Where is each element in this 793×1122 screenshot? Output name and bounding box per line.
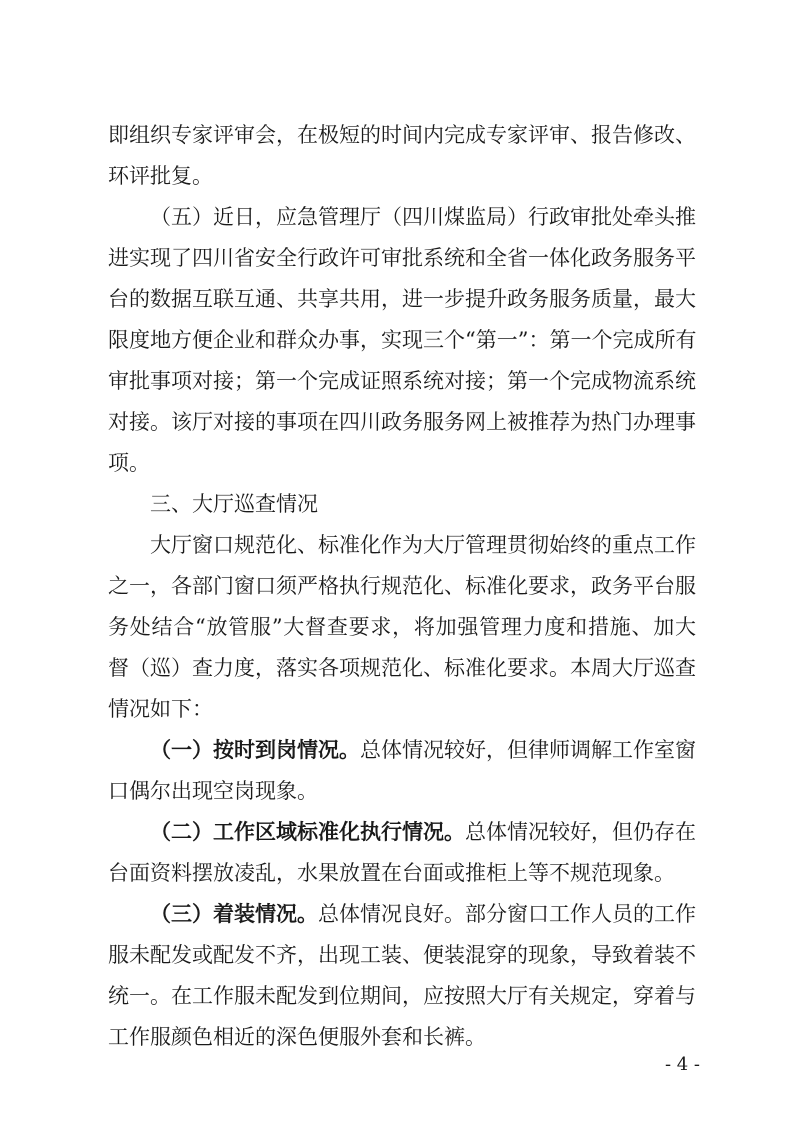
- item-text: 总体情况较好，但仍存在: [465, 820, 696, 844]
- paragraph-line: 对接。该厅对接的事项在四川政务服务网上被推荐为热门办理事: [108, 410, 696, 434]
- item-text: 总体情况良好。部分窗口工作人员的工作: [318, 902, 696, 926]
- paragraph-line: 务处结合“放管服”大督查要求，将加强管理力度和措施、加大: [108, 615, 696, 639]
- item-line: [150, 901, 696, 927]
- paragraph-line: 项。: [108, 451, 150, 475]
- paragraph-line: 审批事项对接；第一个完成证照系统对接；第一个完成物流系统: [108, 369, 696, 393]
- item-title: （三）着装情况。: [150, 901, 318, 926]
- item-title: （二）工作区域标准化执行情况。: [150, 819, 465, 844]
- paragraph-line: 督（巡）查力度，落实各项规范化、标准化要求。本周大厅巡查: [108, 656, 696, 680]
- paragraph-line: 口偶尔出现空岗现象。: [108, 779, 318, 803]
- paragraph-line: 服未配发或配发不齐，出现工装、便装混穿的现象，导致着装不: [108, 943, 696, 967]
- paragraph-line: 限度地方便企业和群众办事，实现三个“第一”：第一个完成所有: [108, 328, 696, 352]
- paragraph-line: 统一。在工作服未配发到位期间，应按照大厅有关规定，穿着与: [108, 984, 696, 1008]
- paragraph-line: 台的数据互联互通、共享共用，进一步提升政务服务质量，最大: [108, 287, 696, 311]
- page-number: - 4 -: [664, 1054, 700, 1075]
- paragraph-line: 之一，各部门窗口须严格执行规范化、标准化要求，政务平台服: [108, 574, 696, 598]
- item-line: [150, 737, 696, 763]
- item-text: 总体情况较好，但律师调解工作室窗: [360, 738, 696, 762]
- item-line: [150, 819, 696, 845]
- paragraph-line: 台面资料摆放凌乱，水果放置在台面或推柜上等不规范现象。: [108, 861, 675, 885]
- paragraph-line: 进实现了四川省安全行政许可审批系统和全省一体化政务服务平: [108, 246, 696, 270]
- paragraph-line: 环评批复。: [108, 164, 213, 188]
- section-heading: 三、大厅巡查情况: [150, 492, 318, 516]
- paragraph-line: 即组织专家评审会，在极短的时间内完成专家评审、报告修改、: [108, 123, 696, 147]
- paragraph-line: 工作服颜色相近的深色便服外套和长裤。: [108, 1025, 486, 1049]
- paragraph-line: 大厅窗口规范化、标准化作为大厅管理贯彻始终的重点工作: [150, 533, 696, 557]
- paragraph-line: （五）近日，应急管理厅（四川煤监局）行政审批处牵头推: [150, 205, 696, 229]
- paragraph-line: 情况如下：: [108, 697, 213, 721]
- item-title: （一）按时到岗情况。: [150, 737, 360, 762]
